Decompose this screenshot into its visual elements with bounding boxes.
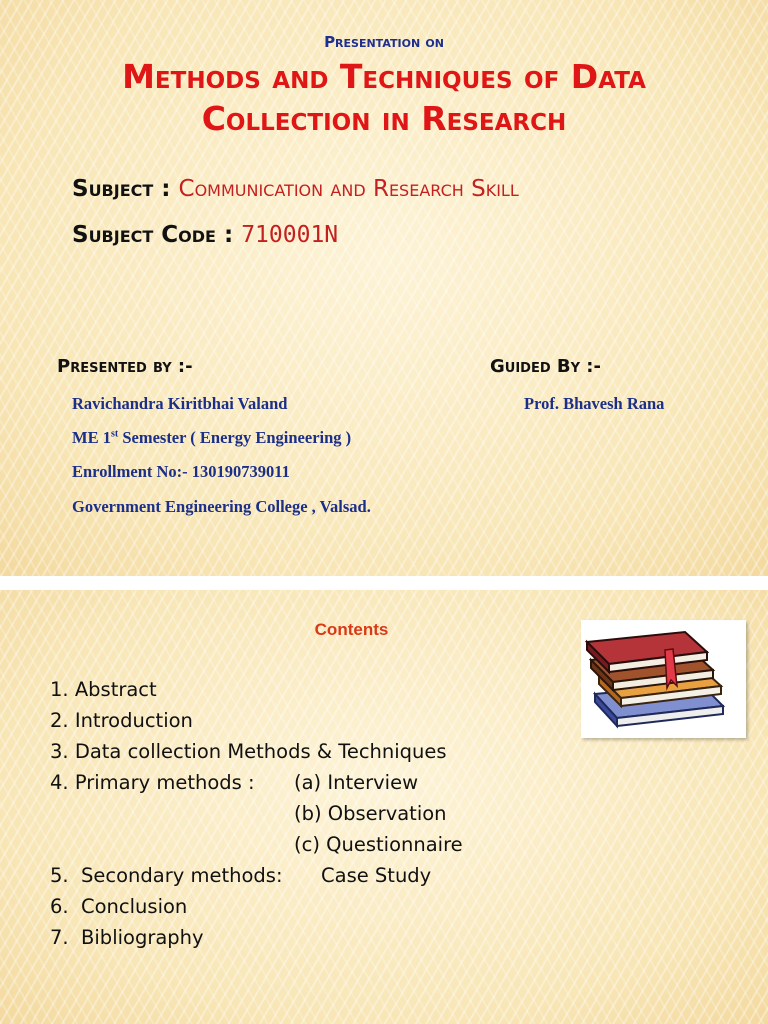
list-item: 2. Introduction <box>50 709 193 732</box>
list-item: 3. Data collection Methods & Techniques <box>50 740 447 763</box>
presenter-name: Ravichandra Kiritbhai Valand <box>72 394 288 413</box>
list-item: 1. Abstract <box>50 678 157 701</box>
college-name: Government Engineering College , Valsad. <box>72 497 371 516</box>
semester-superscript: st <box>110 428 119 440</box>
title-line-1: Methods and Techniques of Data <box>122 57 646 96</box>
subject-code-row <box>72 222 338 248</box>
list-item: (b) Observation <box>294 802 447 825</box>
subject-label: Subject : <box>72 176 179 202</box>
list-item: (c) Questionnaire <box>294 833 463 856</box>
list-item: 4. Primary methods : (a) Interview <box>50 771 419 794</box>
semester-suffix: Semester ( Energy Engineering ) <box>118 428 352 447</box>
list-item: 6. Conclusion <box>50 895 188 918</box>
title-line-2: Collection in Research <box>201 99 567 138</box>
subject-value: Communication and Research Skill <box>178 176 519 202</box>
contents-title: Contents <box>314 620 389 639</box>
subject-code-label: Subject Code : <box>72 222 242 248</box>
subject-code-value: 710001N <box>241 222 339 248</box>
presenter-semester <box>72 428 351 448</box>
subject-row <box>72 176 519 202</box>
books-clipart-svg <box>581 620 746 738</box>
presented-by-label: Presented by :- <box>57 356 193 377</box>
enrollment-number: Enrollment No:- 130190739011 <box>72 462 290 481</box>
list-item: 5. Secondary methods: Case Study <box>50 864 432 887</box>
slide-title <box>40 56 728 140</box>
presentation-kicker: Presentation on <box>324 33 444 51</box>
contents-list <box>50 674 463 953</box>
stack-of-books-icon <box>581 620 746 738</box>
guide-name: Prof. Bhavesh Rana <box>524 394 665 413</box>
semester-prefix: ME 1 <box>72 428 111 447</box>
list-item: 7. Bibliography <box>50 926 204 949</box>
guided-by-label: Guided By :- <box>490 356 601 377</box>
